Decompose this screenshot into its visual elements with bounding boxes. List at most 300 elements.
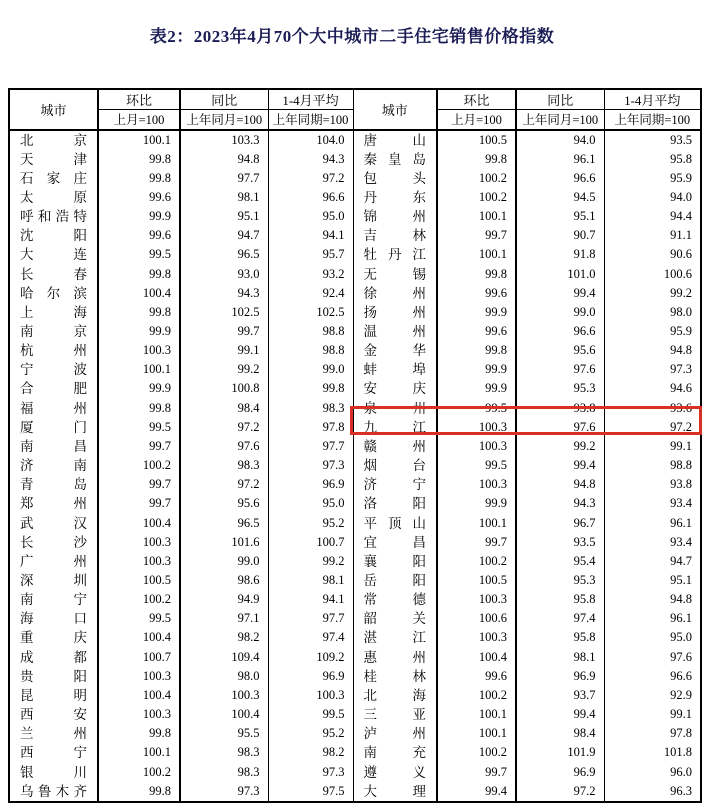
table-row xyxy=(9,437,701,456)
index-value: 100.3 xyxy=(231,687,260,702)
value-cell xyxy=(604,648,701,667)
value-cell xyxy=(437,456,516,475)
index-value: 97.3 xyxy=(670,362,692,377)
value-cell xyxy=(268,379,353,398)
city-cell xyxy=(353,399,437,418)
value-cell xyxy=(180,590,268,609)
city-cell xyxy=(353,513,437,532)
value-cell xyxy=(604,456,701,475)
value-cell xyxy=(604,188,701,207)
city-name: 深圳 xyxy=(20,573,87,589)
index-value: 93.4 xyxy=(670,534,692,549)
city-cell xyxy=(353,571,437,590)
value-cell xyxy=(268,418,353,437)
value-cell xyxy=(604,303,701,322)
index-value: 96.7 xyxy=(573,515,596,530)
index-value: 99.6 xyxy=(149,189,171,204)
city-name: 韶关 xyxy=(363,611,426,627)
value-cell xyxy=(268,648,353,667)
index-value: 96.5 xyxy=(237,515,260,530)
city-cell xyxy=(353,303,437,322)
city-cell xyxy=(353,322,437,341)
index-value: 98.0 xyxy=(237,668,260,683)
index-value: 94.5 xyxy=(573,189,596,204)
index-value: 99.0 xyxy=(237,553,260,568)
index-value: 94.0 xyxy=(670,189,692,204)
value-cell xyxy=(604,341,701,360)
value-cell xyxy=(180,609,268,628)
value-cell xyxy=(98,743,180,762)
index-value: 100.5 xyxy=(142,573,171,588)
index-value: 99.9 xyxy=(485,304,507,319)
value-cell xyxy=(180,513,268,532)
value-cell xyxy=(604,705,701,724)
value-cell xyxy=(180,724,268,743)
value-cell xyxy=(180,667,268,686)
city-name: 西宁 xyxy=(20,745,87,761)
city-name: 桂林 xyxy=(363,668,426,684)
index-value: 97.4 xyxy=(322,630,345,645)
value-cell xyxy=(437,264,516,283)
city-cell xyxy=(353,360,437,379)
index-value: 95.5 xyxy=(237,726,260,741)
value-cell xyxy=(604,437,701,456)
city-name: 安庆 xyxy=(363,381,426,397)
city-cell xyxy=(9,322,98,341)
city-name: 无锡 xyxy=(363,266,426,282)
index-value: 99.9 xyxy=(149,209,171,224)
index-value: 95.2 xyxy=(322,726,345,741)
city-cell xyxy=(353,207,437,226)
value-cell xyxy=(180,360,268,379)
value-cell xyxy=(268,169,353,188)
value-cell xyxy=(268,399,353,418)
value-cell xyxy=(180,264,268,283)
index-value: 100.8 xyxy=(231,381,260,396)
value-cell xyxy=(268,303,353,322)
value-cell xyxy=(180,475,268,494)
value-cell xyxy=(268,724,353,743)
value-cell xyxy=(516,571,604,590)
city-cell xyxy=(9,379,98,398)
index-value: 93.8 xyxy=(670,477,692,492)
value-cell xyxy=(268,437,353,456)
value-cell xyxy=(98,705,180,724)
table-row xyxy=(9,226,701,245)
city-cell xyxy=(9,360,98,379)
index-value: 97.2 xyxy=(573,783,596,798)
value-cell xyxy=(180,284,268,303)
value-cell xyxy=(268,207,353,226)
city-name: 合肥 xyxy=(20,381,87,397)
city-cell xyxy=(353,724,437,743)
index-value: 97.8 xyxy=(670,726,692,741)
index-value: 99.1 xyxy=(670,707,692,722)
city-name: 银川 xyxy=(20,764,87,780)
index-value: 99.5 xyxy=(322,707,345,722)
index-value: 96.9 xyxy=(573,764,596,779)
city-cell xyxy=(353,609,437,628)
value-cell xyxy=(268,686,353,705)
value-cell xyxy=(437,571,516,590)
index-value: 99.8 xyxy=(149,726,171,741)
city-cell xyxy=(9,763,98,782)
index-value: 98.1 xyxy=(237,189,260,204)
index-value: 99.7 xyxy=(149,496,171,511)
value-cell xyxy=(604,552,701,571)
value-cell xyxy=(604,399,701,418)
index-value: 100.2 xyxy=(478,189,507,204)
index-value: 101.9 xyxy=(567,745,596,760)
value-cell xyxy=(268,322,353,341)
city-name: 南京 xyxy=(20,323,87,339)
index-value: 99.7 xyxy=(485,764,507,779)
city-name: 常德 xyxy=(363,592,426,608)
table-row xyxy=(9,303,701,322)
value-cell xyxy=(98,609,180,628)
city-cell xyxy=(9,724,98,743)
value-cell xyxy=(268,284,353,303)
city-name: 广州 xyxy=(20,553,87,569)
value-cell xyxy=(98,226,180,245)
value-cell xyxy=(98,399,180,418)
index-value: 100.1 xyxy=(142,745,171,760)
value-cell xyxy=(180,418,268,437)
city-cell xyxy=(353,130,437,150)
value-cell xyxy=(604,628,701,647)
index-value: 100.1 xyxy=(478,515,507,530)
city-cell xyxy=(353,379,437,398)
value-cell xyxy=(604,590,701,609)
city-cell xyxy=(9,475,98,494)
city-cell xyxy=(9,743,98,762)
city-name: 牡丹江 xyxy=(363,247,426,263)
value-cell xyxy=(268,245,353,264)
value-cell xyxy=(604,150,701,169)
city-cell xyxy=(9,782,98,802)
city-cell xyxy=(353,533,437,552)
value-cell xyxy=(180,494,268,513)
index-value: 96.6 xyxy=(670,668,692,683)
index-value: 96.0 xyxy=(670,764,692,779)
index-value: 94.3 xyxy=(322,151,345,166)
value-cell xyxy=(98,494,180,513)
city-name: 宜昌 xyxy=(363,534,426,550)
value-cell xyxy=(516,743,604,762)
value-cell xyxy=(604,284,701,303)
table-row xyxy=(9,743,701,762)
city-cell xyxy=(9,418,98,437)
value-cell xyxy=(437,169,516,188)
index-value: 99.6 xyxy=(149,228,171,243)
index-value: 94.8 xyxy=(237,151,260,166)
table-row xyxy=(9,399,701,418)
value-cell xyxy=(180,571,268,590)
index-value: 95.8 xyxy=(573,592,596,607)
index-value: 97.4 xyxy=(573,611,596,626)
city-cell xyxy=(9,399,98,418)
value-cell xyxy=(516,226,604,245)
value-cell xyxy=(437,303,516,322)
index-value: 96.1 xyxy=(670,515,692,530)
index-value: 95.2 xyxy=(322,515,345,530)
value-cell xyxy=(516,130,604,150)
table-row xyxy=(9,379,701,398)
index-value: 98.1 xyxy=(322,573,345,588)
table-row xyxy=(9,628,701,647)
value-cell xyxy=(98,513,180,532)
table-row xyxy=(9,494,701,513)
value-cell xyxy=(516,188,604,207)
value-cell xyxy=(180,552,268,571)
index-value: 93.4 xyxy=(670,496,692,511)
value-cell xyxy=(268,150,353,169)
index-value: 98.2 xyxy=(322,745,345,760)
table-row xyxy=(9,475,701,494)
header-avg-right: 1-4月平均 xyxy=(604,89,701,110)
value-cell xyxy=(516,475,604,494)
index-value: 97.6 xyxy=(573,419,596,434)
city-cell xyxy=(353,743,437,762)
index-value: 99.8 xyxy=(485,343,507,358)
value-cell xyxy=(604,494,701,513)
index-value: 99.8 xyxy=(149,783,171,798)
value-cell xyxy=(98,724,180,743)
city-name: 吉林 xyxy=(363,228,426,244)
value-cell xyxy=(604,743,701,762)
city-name: 九江 xyxy=(363,419,426,435)
city-name: 三亚 xyxy=(363,707,426,723)
index-value: 99.5 xyxy=(485,400,507,415)
value-cell xyxy=(516,437,604,456)
city-cell xyxy=(353,590,437,609)
city-cell xyxy=(9,284,98,303)
header-avg-left: 1-4月平均 xyxy=(268,89,353,110)
city-cell xyxy=(353,667,437,686)
value-cell xyxy=(437,590,516,609)
index-value: 99.9 xyxy=(149,381,171,396)
city-name: 海口 xyxy=(20,611,87,627)
index-value: 94.8 xyxy=(670,343,692,358)
value-cell xyxy=(98,456,180,475)
value-cell xyxy=(604,724,701,743)
value-cell xyxy=(98,188,180,207)
value-cell xyxy=(604,130,701,150)
index-value: 97.2 xyxy=(322,170,345,185)
city-cell xyxy=(353,475,437,494)
index-value: 100.3 xyxy=(142,534,171,549)
city-cell xyxy=(9,590,98,609)
city-name: 济南 xyxy=(20,458,87,474)
index-value: 96.6 xyxy=(573,323,596,338)
city-name: 贵阳 xyxy=(20,668,87,684)
index-value: 100.1 xyxy=(478,247,507,262)
value-cell xyxy=(516,379,604,398)
value-cell xyxy=(98,418,180,437)
value-cell xyxy=(268,763,353,782)
index-value: 100.3 xyxy=(478,419,507,434)
city-name: 南宁 xyxy=(20,592,87,608)
subheader-avg-left: 上年同期=100 xyxy=(268,110,353,130)
index-value: 109.2 xyxy=(316,649,345,664)
value-cell xyxy=(437,494,516,513)
value-cell xyxy=(437,648,516,667)
index-value: 99.4 xyxy=(573,285,596,300)
index-value: 95.1 xyxy=(237,209,260,224)
table-row xyxy=(9,188,701,207)
index-value: 98.4 xyxy=(237,400,260,415)
value-cell xyxy=(516,782,604,802)
value-cell xyxy=(437,763,516,782)
index-value: 100.6 xyxy=(663,266,692,281)
index-value: 95.7 xyxy=(322,247,345,262)
city-name: 上海 xyxy=(20,304,87,320)
value-cell xyxy=(180,648,268,667)
table-row xyxy=(9,513,701,532)
city-name: 包头 xyxy=(363,170,426,186)
city-cell xyxy=(9,456,98,475)
city-name: 郑州 xyxy=(20,496,87,512)
index-value: 98.1 xyxy=(573,649,596,664)
index-value: 94.6 xyxy=(670,381,692,396)
value-cell xyxy=(516,360,604,379)
city-cell xyxy=(9,130,98,150)
header-city-left: 城市 xyxy=(9,89,98,130)
city-cell xyxy=(353,418,437,437)
index-value: 96.6 xyxy=(573,170,596,185)
value-cell xyxy=(516,590,604,609)
city-cell xyxy=(9,513,98,532)
value-cell xyxy=(268,533,353,552)
city-cell xyxy=(9,628,98,647)
index-value: 99.6 xyxy=(485,285,507,300)
value-cell xyxy=(604,226,701,245)
value-cell xyxy=(98,341,180,360)
city-cell xyxy=(9,552,98,571)
header-yoy-left: 同比 xyxy=(180,89,268,110)
value-cell xyxy=(98,667,180,686)
index-value: 100.4 xyxy=(142,687,171,702)
index-value: 99.7 xyxy=(485,228,507,243)
index-value: 93.0 xyxy=(237,266,260,281)
index-value: 95.3 xyxy=(573,573,596,588)
index-value: 93.8 xyxy=(573,400,596,415)
city-cell xyxy=(353,169,437,188)
value-cell xyxy=(180,379,268,398)
index-value: 100.2 xyxy=(478,687,507,702)
value-cell xyxy=(98,360,180,379)
table-row xyxy=(9,456,701,475)
index-value: 100.4 xyxy=(142,630,171,645)
city-name: 天津 xyxy=(20,151,87,167)
value-cell xyxy=(437,705,516,724)
index-value: 100.6 xyxy=(478,611,507,626)
header-yoy-right: 同比 xyxy=(516,89,604,110)
index-value: 95.3 xyxy=(573,381,596,396)
index-value: 90.6 xyxy=(670,247,692,262)
index-value: 96.1 xyxy=(670,611,692,626)
value-cell xyxy=(437,188,516,207)
value-cell xyxy=(604,782,701,802)
city-cell xyxy=(9,494,98,513)
price-index-table-wrap xyxy=(8,88,702,803)
city-name: 石家庄 xyxy=(20,170,87,186)
city-name: 哈尔滨 xyxy=(20,285,87,301)
value-cell xyxy=(604,667,701,686)
value-cell xyxy=(268,130,353,150)
index-value: 99.1 xyxy=(237,343,260,358)
index-value: 93.6 xyxy=(670,400,692,415)
index-value: 97.6 xyxy=(237,438,260,453)
index-value: 95.9 xyxy=(670,170,692,185)
index-value: 93.2 xyxy=(322,266,345,281)
index-value: 103.3 xyxy=(231,132,260,147)
city-cell xyxy=(353,245,437,264)
table-row xyxy=(9,724,701,743)
index-value: 100.2 xyxy=(142,592,171,607)
value-cell xyxy=(268,456,353,475)
index-value: 99.5 xyxy=(485,458,507,473)
value-cell xyxy=(437,628,516,647)
index-value: 100.4 xyxy=(478,649,507,664)
index-value: 95.9 xyxy=(670,323,692,338)
city-name: 重庆 xyxy=(20,630,87,646)
value-cell xyxy=(98,782,180,802)
value-cell xyxy=(604,475,701,494)
city-cell xyxy=(9,571,98,590)
index-value: 98.4 xyxy=(573,726,596,741)
index-value: 99.2 xyxy=(322,553,345,568)
value-cell xyxy=(516,341,604,360)
index-value: 100.3 xyxy=(142,668,171,683)
index-value: 96.5 xyxy=(237,247,260,262)
value-cell xyxy=(98,150,180,169)
index-value: 98.3 xyxy=(237,764,260,779)
city-name: 平顶山 xyxy=(363,515,426,531)
city-name: 蚌埠 xyxy=(363,362,426,378)
index-value: 100.2 xyxy=(478,170,507,185)
index-value: 99.9 xyxy=(485,496,507,511)
subheader-yoy-right: 上年同月=100 xyxy=(516,110,604,130)
value-cell xyxy=(180,533,268,552)
index-value: 109.4 xyxy=(231,649,260,664)
value-cell xyxy=(98,648,180,667)
city-name: 长春 xyxy=(20,266,87,282)
city-cell xyxy=(353,628,437,647)
index-value: 99.8 xyxy=(322,381,345,396)
city-cell xyxy=(9,169,98,188)
value-cell xyxy=(516,284,604,303)
table-row xyxy=(9,284,701,303)
index-value: 94.1 xyxy=(322,228,345,243)
value-cell xyxy=(437,379,516,398)
index-value: 100.3 xyxy=(142,553,171,568)
value-cell xyxy=(180,705,268,724)
index-value: 91.8 xyxy=(573,247,596,262)
value-cell xyxy=(268,264,353,283)
city-name: 太原 xyxy=(20,189,87,205)
value-cell xyxy=(516,667,604,686)
city-cell xyxy=(9,303,98,322)
city-cell xyxy=(9,686,98,705)
city-cell xyxy=(9,648,98,667)
value-cell xyxy=(98,169,180,188)
city-name: 青岛 xyxy=(20,477,87,493)
city-name: 洛阳 xyxy=(363,496,426,512)
index-value: 100.2 xyxy=(478,553,507,568)
index-value: 99.4 xyxy=(485,783,507,798)
index-value: 100.4 xyxy=(231,707,260,722)
